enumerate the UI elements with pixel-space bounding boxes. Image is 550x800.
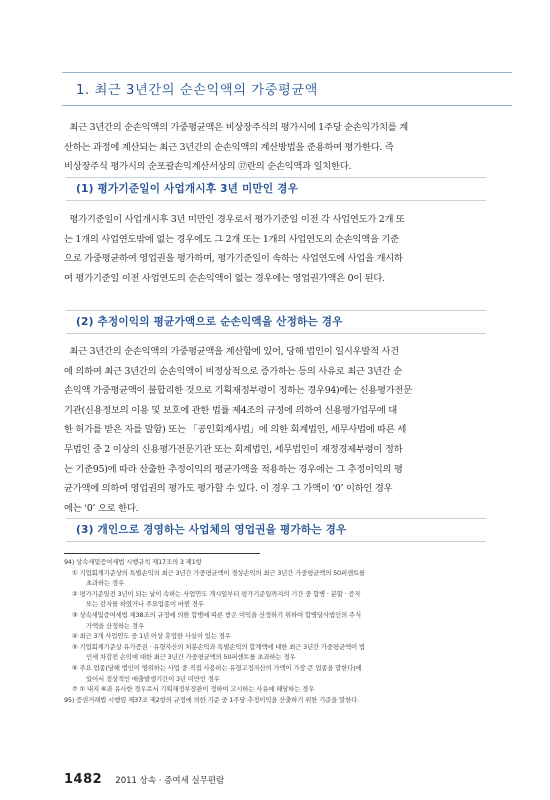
book-title: 2011 상속 · 증여세 실무편람 — [115, 776, 225, 786]
subsection-1-title-text: (1) 평가기준일이 사업개시후 3년 미만인 경우 — [76, 183, 299, 195]
page-number: 1482 — [64, 772, 103, 787]
footnote-line: 초과하는 경우 — [86, 579, 125, 588]
footnote-line: ② 평가기준일전 3년이 되는 날이 속하는 사업연도 개시일부터 평가기준일까지의 기간 중 합병 · 분할 · 증자 — [72, 589, 361, 598]
paragraph-line: 비상장주식 평가시의 순포괄손익계산서상의 ⑰란의 순손익액과 일치한다. — [64, 161, 352, 173]
paragraph-line: 최근 3년간의 순손익액의 가중평균액은 비상장주식의 평가시에 1주당 순손익가치를 계 — [64, 122, 408, 133]
subsection-3-title — [66, 518, 486, 542]
paragraph-line: 최근 3년간의 순손익액의 가중평균액을 계산함에 있어, 당해 법인이 일시우발적 사건 — [64, 346, 399, 357]
page-footer — [64, 768, 224, 787]
footnote-line: ⑦ ① 내지 ⑥과 유사한 경우로서 기획재정부장관이 정하여 고시하는 사유에 해당하는 경우 — [72, 685, 315, 694]
paragraph-line: 으로 가중평균하여 영업권을 평가하며, 평가기준일이 속하는 사업연도에 사업을 개시하 — [64, 253, 403, 265]
footnote-line: ① 기업회계기준상의 특별손익의 최근 3년간 가중평균액이 경상손익의 최근 3년간 가중평균액의 50퍼센트를 — [72, 568, 366, 577]
paragraph-line: 산하는 과정에 계산되는 최근 3년간의 순손익액의 계산방법을 준용하여 평가한다. 즉 — [64, 141, 394, 153]
subsection-2-paragraph — [64, 342, 488, 518]
subsection-1-title — [66, 177, 486, 201]
footnote-line: ⑥ 주요 업종(당해 법인이 영위하는 사업 중 직접 사용하는 유형고정자산의 가액이 가장 큰 업종을 말한다)에 — [72, 663, 362, 672]
paragraph-line: 에는 ‘0’ 으로 한다. — [64, 502, 139, 514]
footnote-line: 95) 증권거래법 시행령 제37조 제2항의 규정에 의한 기준 중 1주당 추정이익을 산출하기 위한 기준을 말한다. — [64, 695, 359, 704]
subsection-3-title-text: (3) 개인으로 경영하는 사업체의 영업권을 평가하는 경우 — [76, 524, 347, 536]
paragraph-line: 무법인 중 2 이상의 신용평가전문기관 또는 회계법인, 세무법인이 재정경제부령이 정하 — [64, 443, 403, 455]
footnote-line: 인세 차감전 손익에 대한 최근 3년간 가중평균액의 50퍼센트를 초과하는 경우 — [86, 653, 296, 662]
paragraph-line: 에 의하여 최근 3년간의 순손익액이 비정상적으로 증가하는 등의 사유로 최근 3년간 순 — [64, 365, 402, 377]
paragraph-line: 여 평가기준일 이전 사업연도의 순손익액이 없는 경우에는 영업권가액은 0이 된다. — [64, 272, 385, 284]
paragraph-line: 는 1개의 사업연도밖에 없는 경우에도 그 2개 또는 1개의 사업연도의 순손익액을 기준 — [64, 233, 399, 245]
intro-paragraph — [64, 118, 488, 177]
footnote-separator — [64, 553, 260, 554]
footnote-line: ③ 상속세및증여세법 제38조의 규정에 의한 합병에 따른 받은 이익을 산정하기 위하여 합병당사법인의 주식 — [72, 610, 361, 619]
section-title: 1. 최근 3년간의 순손익액의 가중평균액 — [62, 72, 512, 106]
footnote-line: 가액을 산정하는 경우 — [86, 621, 144, 630]
subsection-2-title — [66, 310, 486, 334]
footnote-line: ⑤ 기업회계기준상 유가증권 · 유형자산의 처분손익과 특별손익의 합계액에 대한 최근 3년간 가중평균액이 법 — [72, 642, 365, 651]
footnote-line: 94) 상속세및증여세법 시행규칙 제17조의 3 제1항 — [64, 558, 202, 566]
paragraph-line: 한 허가를 받은 자를 말함) 또는 「공인회계사법」에 의한 회계법인, 세무사법에 따른 세 — [64, 424, 407, 436]
subsection-2-title-text: (2) 추정이익의 평균가액으로 순손익액을 산정하는 경우 — [76, 316, 343, 328]
paragraph-line: 손익액 가중평균액이 불합리한 것으로 기획재정부령이 정하는 경우94)에는 신용평가전문 — [64, 385, 412, 397]
subsection-1-paragraph — [64, 210, 488, 288]
paragraph-line: 균가액에 의하여 영업권의 평가도 평가할 수 있다. 이 경우 그 가액이 ‘0’ 이하인 경우 — [64, 483, 393, 495]
footnote-line: 또는 감자를 하였거나 주요업종이 바뀐 경우 — [86, 600, 204, 609]
paragraph-line: 평가기준일이 사업개시후 3년 미만인 경우로서 평가기준일 이전 각 사업연도가 2개 또 — [64, 214, 405, 225]
paragraph-line: 는 기준95)에 따라 산출한 추정이익의 평균가액을 적용하는 경우에는 그 추정이익의 평 — [64, 463, 403, 475]
footnote-line: ④ 최근 3개 사업연도 중 1년 이상 휴업한 사실이 있는 경우 — [72, 632, 231, 641]
footnote-line: 있어서 정상적인 매출발생기간이 3년 미만인 경우 — [86, 674, 220, 683]
paragraph-line: 기관(신용정보의 이용 및 보호에 관한 법률 제4조의 규정에 의하여 신용평가업무에 대 — [64, 404, 397, 416]
footnotes — [64, 557, 494, 705]
